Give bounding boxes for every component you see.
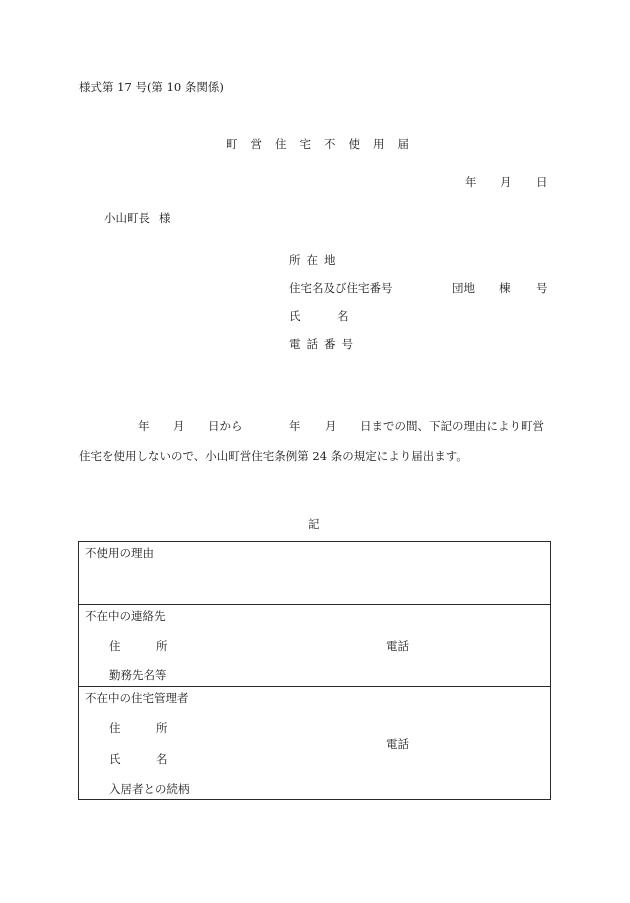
contact-workplace-label: 勤務先名等 bbox=[109, 668, 167, 682]
reason-label: 不使用の理由 bbox=[85, 546, 154, 560]
mune-label: 棟 bbox=[499, 281, 511, 295]
manager-address-2: 所 bbox=[156, 721, 168, 735]
date-month: 月 bbox=[500, 175, 512, 189]
ki-heading: 記 bbox=[308, 517, 320, 531]
manager-address-1: 住 bbox=[109, 721, 121, 735]
danchi-label: 団地 bbox=[452, 281, 475, 295]
contact-address-2: 所 bbox=[156, 639, 168, 653]
gou-label: 号 bbox=[536, 281, 548, 295]
body-day1: 日から bbox=[208, 419, 243, 433]
phone-label: 電話番号 bbox=[289, 337, 359, 351]
manager-row bbox=[79, 687, 551, 800]
body-month2: 月 bbox=[325, 419, 337, 433]
body-month1: 月 bbox=[173, 419, 185, 433]
manager-name-1: 氏 bbox=[109, 752, 121, 766]
contact-phone-label: 電話 bbox=[386, 639, 409, 653]
body-year2: 年 bbox=[289, 419, 301, 433]
housing-label: 住宅名及び住宅番号 bbox=[289, 281, 393, 295]
contact-cell[interactable] bbox=[79, 605, 551, 687]
addressee: 小山町長 bbox=[104, 211, 150, 225]
manager-phone-label: 電話 bbox=[386, 737, 409, 751]
manager-relation-label: 入居者との続柄 bbox=[109, 782, 190, 796]
name-label-1: 氏 bbox=[289, 309, 301, 323]
record-table bbox=[78, 541, 551, 800]
manager-cell[interactable] bbox=[79, 687, 551, 800]
contact-row bbox=[79, 605, 551, 687]
manager-label: 不在中の住宅管理者 bbox=[85, 691, 189, 705]
form-number: 様式第 17 号(第 10 条関係) bbox=[79, 80, 224, 94]
address-label: 所在地 bbox=[289, 253, 342, 267]
honorific: 様 bbox=[159, 211, 171, 225]
manager-name-2: 名 bbox=[156, 752, 168, 766]
date-day: 日 bbox=[536, 175, 548, 189]
name-label-2: 名 bbox=[337, 309, 349, 323]
contact-address-1: 住 bbox=[109, 639, 121, 653]
contact-label: 不在中の連絡先 bbox=[85, 609, 166, 623]
reason-row bbox=[79, 542, 551, 605]
document-title: 町営住宅不使用届 bbox=[226, 137, 422, 151]
body-line2: 住宅を使用しないので、小山町営住宅条例第 24 条の規定により届出ます。 bbox=[79, 449, 468, 463]
body-line1-tail: 日までの間、下記の理由により町営 bbox=[360, 419, 544, 433]
reason-cell[interactable] bbox=[79, 542, 551, 605]
body-year1: 年 bbox=[138, 419, 150, 433]
date-year: 年 bbox=[465, 175, 477, 189]
